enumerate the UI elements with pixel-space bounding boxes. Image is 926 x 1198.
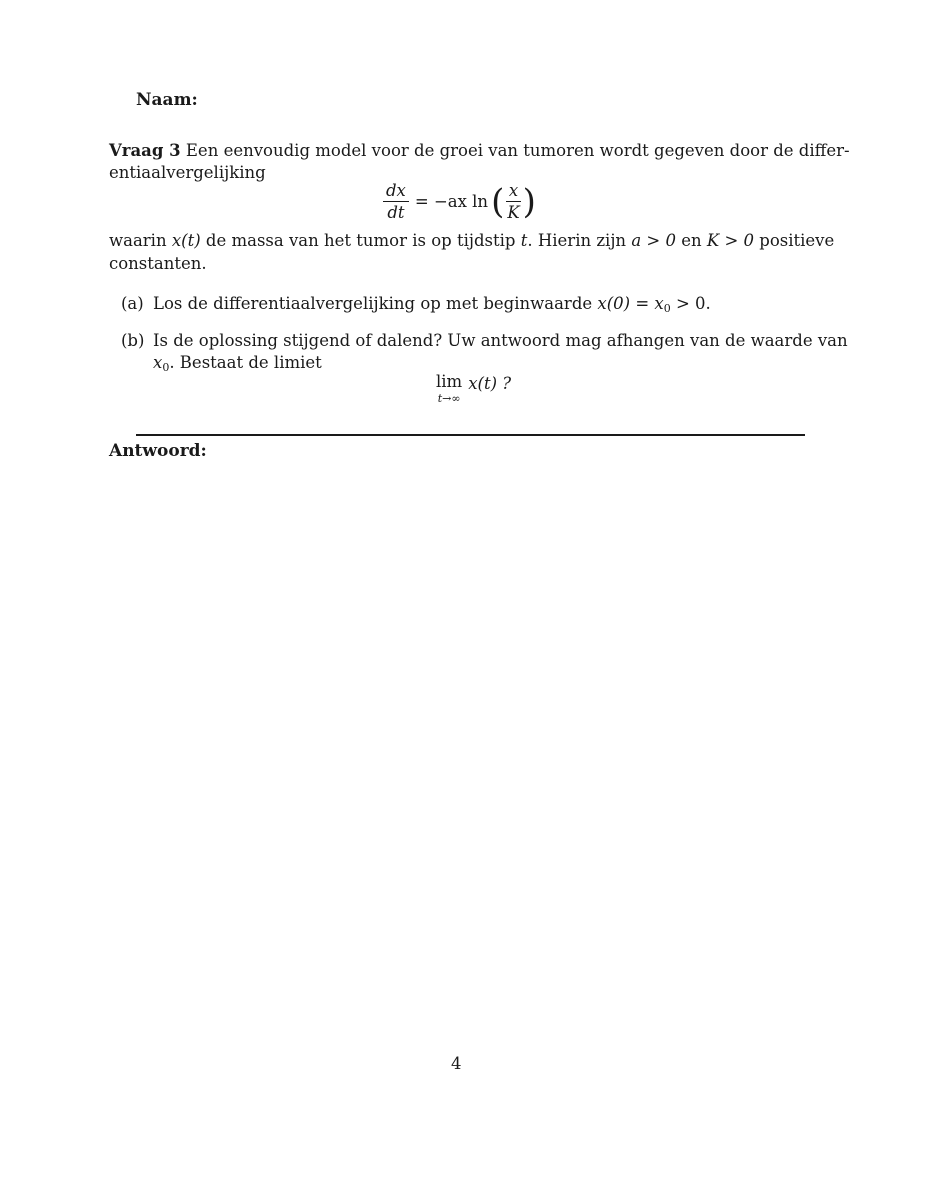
explanation-text-c: . Hierin zijn (527, 231, 627, 250)
equation-paren-numerator: x (506, 182, 521, 202)
part-b-x-sub: 0 (162, 361, 170, 374)
equation-paren-denominator: K (507, 203, 520, 223)
equation-left-paren: ( (491, 181, 505, 222)
part-a-body: Los de differentiaalvergelijking op met beginwaarde (153, 294, 593, 313)
equation-lhs-fraction (383, 182, 409, 222)
limit-body: x(t) ? (468, 374, 512, 393)
question-label: Vraag 3 (109, 141, 181, 160)
answer-label: Antwoord: (109, 441, 207, 461)
explanation-cond-a: a > 0 (631, 231, 676, 250)
explanation-line2: constanten. (109, 254, 207, 273)
part-b-line2 (153, 353, 322, 374)
part-b-line2-text: . Bestaat de limiet (169, 353, 322, 372)
explanation-t: t (520, 231, 528, 250)
naam-label: Naam: (136, 90, 198, 110)
equation-lhs-numerator: dx (383, 182, 409, 202)
explanation-xt: x(t) (171, 231, 201, 250)
question-intro-line2: entiaalvergelijking (109, 163, 266, 182)
equation-paren-fraction (504, 182, 522, 222)
answer-divider (136, 434, 805, 436)
explanation-text-a: waarin (109, 231, 167, 250)
part-b-label: (b) (121, 331, 145, 350)
equation-rhs: = −ax ln (414, 192, 489, 212)
equation-lhs-denominator: dt (387, 203, 405, 223)
explanation-cond-k: K > 0 (706, 231, 755, 250)
limit-subscript: t→∞ (437, 391, 461, 405)
explanation-text-d: positieve (759, 231, 835, 250)
part-a-math: x(0) = x (597, 294, 664, 313)
part-a-text (153, 294, 711, 315)
explanation-text-b: de massa van het tumor is op tijdstip (205, 231, 516, 250)
question-intro-text: Een eenvoudig model voor de groei van tumoren wordt gegeven door de differ- (185, 141, 850, 160)
limit-word: lim (436, 372, 463, 391)
limit-expression (436, 374, 511, 404)
part-b-line1: Is de oplossing stijgend of dalend? Uw antwoord mag afhangen van de waarde van (153, 331, 848, 350)
differential-equation (383, 182, 536, 222)
page-number: 4 (451, 1054, 462, 1073)
question-intro-line1 (109, 141, 850, 160)
part-a-math-tail: > 0. (670, 294, 711, 313)
explanation-line1 (109, 231, 834, 250)
equation-right-paren: ) (522, 181, 536, 222)
part-b-x: x (153, 353, 163, 372)
part-a-math-sub: 0 (663, 302, 671, 315)
explanation-en: en (681, 231, 702, 250)
part-a-label: (a) (121, 294, 144, 313)
limit-operator (436, 374, 462, 404)
